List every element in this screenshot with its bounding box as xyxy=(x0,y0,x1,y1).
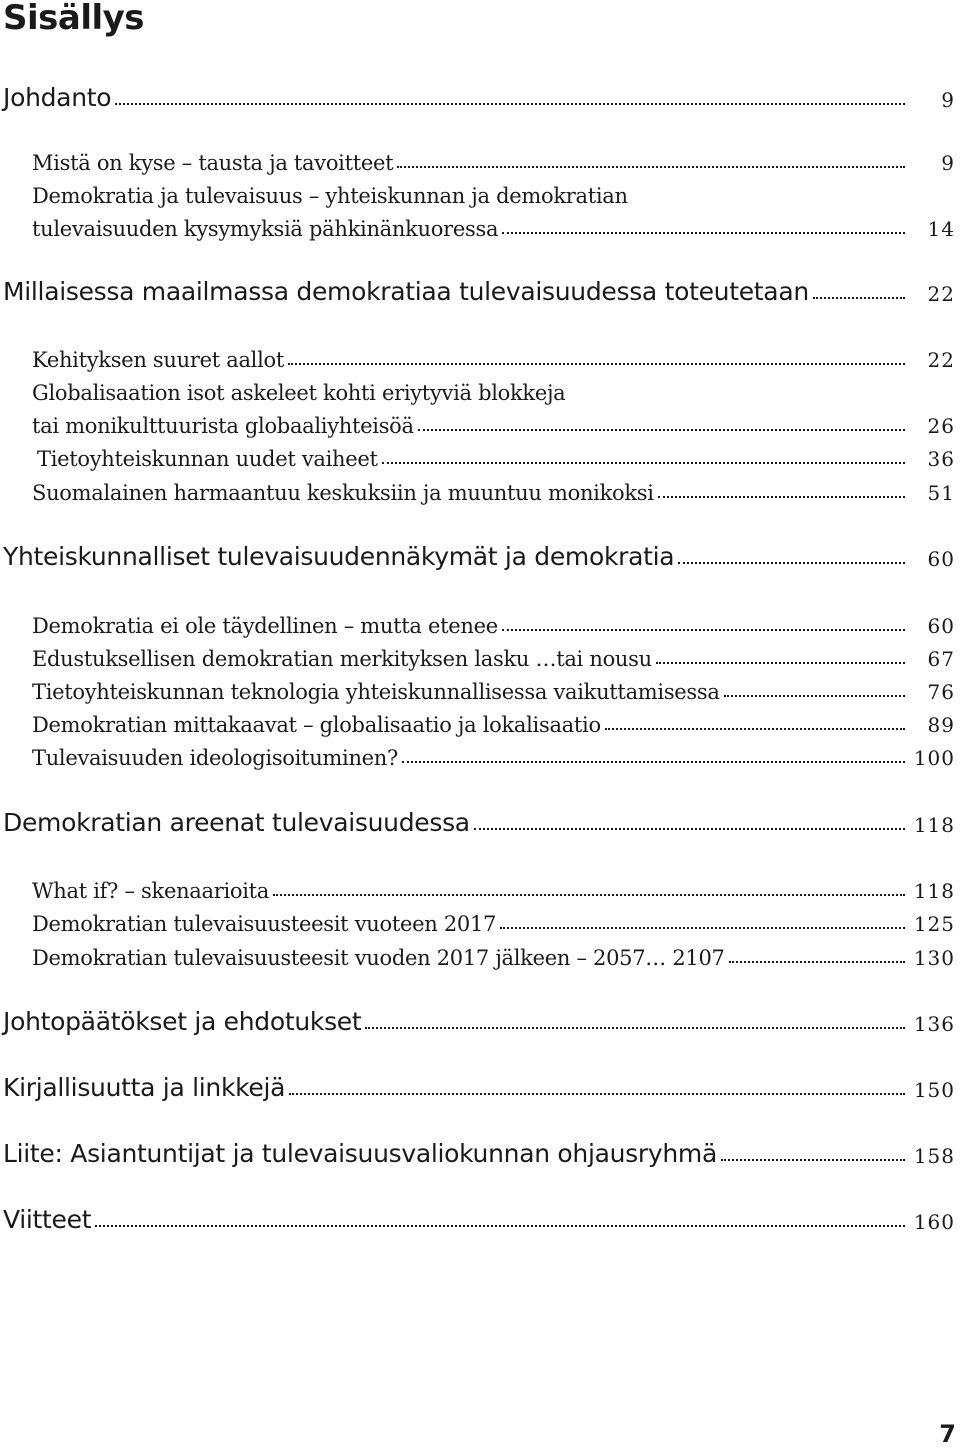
dot-leader xyxy=(502,629,905,631)
toc-section[interactable] xyxy=(0,703,960,737)
toc-section-title: Mistä on kyse – tausta ja tavoitteet xyxy=(32,151,394,175)
toc-section-title: Demokratian tulevaisuusteesit vuoteen 2017 xyxy=(32,912,497,936)
toc-section[interactable] xyxy=(0,736,960,770)
toc-chapter-title: Liite: Asiantuntijat ja tulevaisuusvaliokunnan ohjausryhmä xyxy=(3,1139,717,1168)
toc-page-number: 76 xyxy=(927,680,955,704)
toc-page-number: 26 xyxy=(927,414,955,438)
toc-chapter-demokratian-areenat[interactable] xyxy=(0,803,960,837)
toc-chapter-millaisessa-maailmassa[interactable] xyxy=(0,272,960,306)
toc-section[interactable] xyxy=(0,338,960,372)
toc-chapter-title: Demokratian areenat tulevaisuudessa xyxy=(3,808,470,837)
toc-section[interactable] xyxy=(0,936,960,970)
dot-leader xyxy=(402,761,905,763)
dot-leader xyxy=(365,1027,905,1029)
toc-chapter-title: Viitteet xyxy=(3,1205,92,1234)
toc-chapter-johdanto[interactable] xyxy=(0,78,960,112)
dot-leader xyxy=(721,1159,905,1161)
toc-page-number: 158 xyxy=(913,1144,955,1168)
dot-leader xyxy=(382,462,905,464)
toc-page-number: 60 xyxy=(927,547,955,571)
dot-leader xyxy=(605,728,905,730)
toc-section-title: tai monikulttuurista globaaliyhteisöä xyxy=(32,414,414,438)
dot-leader xyxy=(656,662,905,664)
toc-chapter-yhteiskunnalliset[interactable] xyxy=(0,537,960,571)
toc-chapter-johtopaatokset[interactable] xyxy=(0,1002,960,1036)
toc-page-number: 118 xyxy=(913,813,955,837)
toc-page-number: 14 xyxy=(927,217,955,241)
toc-section-title: Demokratia ja tulevaisuus – yhteiskunnan ja demokratian xyxy=(32,184,628,208)
dot-leader xyxy=(678,562,905,564)
toc-page-number: 22 xyxy=(927,282,955,306)
dot-leader xyxy=(397,166,905,168)
toc-section-title: Tulevaisuuden ideologisoituminen? xyxy=(32,746,398,770)
toc-page-number: 22 xyxy=(927,348,955,372)
toc-section-title: Demokratian mittakaavat – globalisaatio ja lokalisaatio xyxy=(32,713,601,737)
toc-section[interactable] xyxy=(0,437,960,471)
toc-page-number: 136 xyxy=(913,1012,955,1036)
dot-leader xyxy=(500,927,905,929)
dot-leader xyxy=(288,363,905,365)
dot-leader xyxy=(418,429,905,431)
toc-section[interactable] xyxy=(0,471,960,505)
page-title: Sisällys xyxy=(3,0,145,38)
toc-section[interactable] xyxy=(0,404,960,438)
toc-chapter-liite[interactable] xyxy=(0,1134,960,1168)
toc-section[interactable] xyxy=(0,604,960,638)
toc-section-title: tulevaisuuden kysymyksiä pähkinänkuoressa xyxy=(32,217,499,241)
toc-section[interactable] xyxy=(0,207,960,241)
toc-page-number: 67 xyxy=(927,647,955,671)
toc-page-number: 60 xyxy=(927,614,955,638)
toc-section[interactable] xyxy=(0,637,960,671)
toc-page-number: 100 xyxy=(913,746,955,770)
toc-page-number: 130 xyxy=(913,946,955,970)
toc-section[interactable] xyxy=(0,141,960,175)
toc-section-title: Globalisaation isot askeleet kohti eriytyviä blokkeja xyxy=(32,381,566,405)
dot-leader xyxy=(289,1093,905,1095)
dot-leader xyxy=(724,695,905,697)
toc-page-number: 9 xyxy=(941,88,955,112)
toc-section-title: Tietoyhteiskunnan uudet vaiheet xyxy=(37,447,378,471)
toc-section-title: Suomalainen harmaantuu keskuksiin ja muuntuu monikoksi xyxy=(32,481,654,505)
toc-page-number: 36 xyxy=(927,447,955,471)
toc-section-line1[interactable] xyxy=(0,371,960,405)
toc-section-title: What if? – skenaarioita xyxy=(32,879,270,903)
toc-section[interactable] xyxy=(0,902,960,936)
toc-section-title: Demokratian tulevaisuusteesit vuoden 2017 jälkeen – 2057… 2107 xyxy=(32,946,725,970)
toc-page-number: 118 xyxy=(913,879,955,903)
toc-chapter-title: Millaisessa maailmassa demokratiaa tulevaisuudessa toteutetaan xyxy=(3,277,809,306)
toc-section-title: Kehityksen suuret aallot xyxy=(32,348,284,372)
toc-page-number: 160 xyxy=(913,1210,955,1234)
dot-leader xyxy=(502,232,905,234)
toc-chapter-kirjallisuutta[interactable] xyxy=(0,1068,960,1102)
dot-leader xyxy=(729,961,905,963)
toc-chapter-title: Yhteiskunnalliset tulevaisuudennäkymät ja demokratia xyxy=(3,542,675,571)
toc-section-line1[interactable] xyxy=(0,174,960,208)
toc-page-number: 125 xyxy=(913,912,955,936)
dot-leader xyxy=(95,1225,905,1227)
toc-page-number: 89 xyxy=(927,713,955,737)
toc-chapter-viitteet[interactable] xyxy=(0,1200,960,1234)
toc-chapter-title: Kirjallisuutta ja linkkejä xyxy=(3,1073,286,1102)
toc-section-title: Demokratia ei ole täydellinen – mutta etenee xyxy=(32,614,498,638)
toc-page-number: 150 xyxy=(913,1078,955,1102)
toc-page-number: 51 xyxy=(927,481,955,505)
page-number: 7 xyxy=(939,1420,956,1448)
dot-leader xyxy=(813,297,905,299)
toc-section[interactable] xyxy=(0,869,960,903)
toc-section-title: Edustuksellisen demokratian merkityksen lasku …tai nousu xyxy=(32,647,652,671)
toc-chapter-title: Johtopäätökset ja ehdotukset xyxy=(3,1007,362,1036)
dot-leader xyxy=(273,894,905,896)
dot-leader xyxy=(474,828,905,830)
toc-page-number: 9 xyxy=(941,151,955,175)
dot-leader xyxy=(658,496,905,498)
toc-section-title: Tietoyhteiskunnan teknologia yhteiskunnallisessa vaikuttamisessa xyxy=(32,680,720,704)
toc-section[interactable] xyxy=(0,670,960,704)
toc-chapter-title: Johdanto xyxy=(3,83,112,112)
dot-leader xyxy=(115,103,905,105)
